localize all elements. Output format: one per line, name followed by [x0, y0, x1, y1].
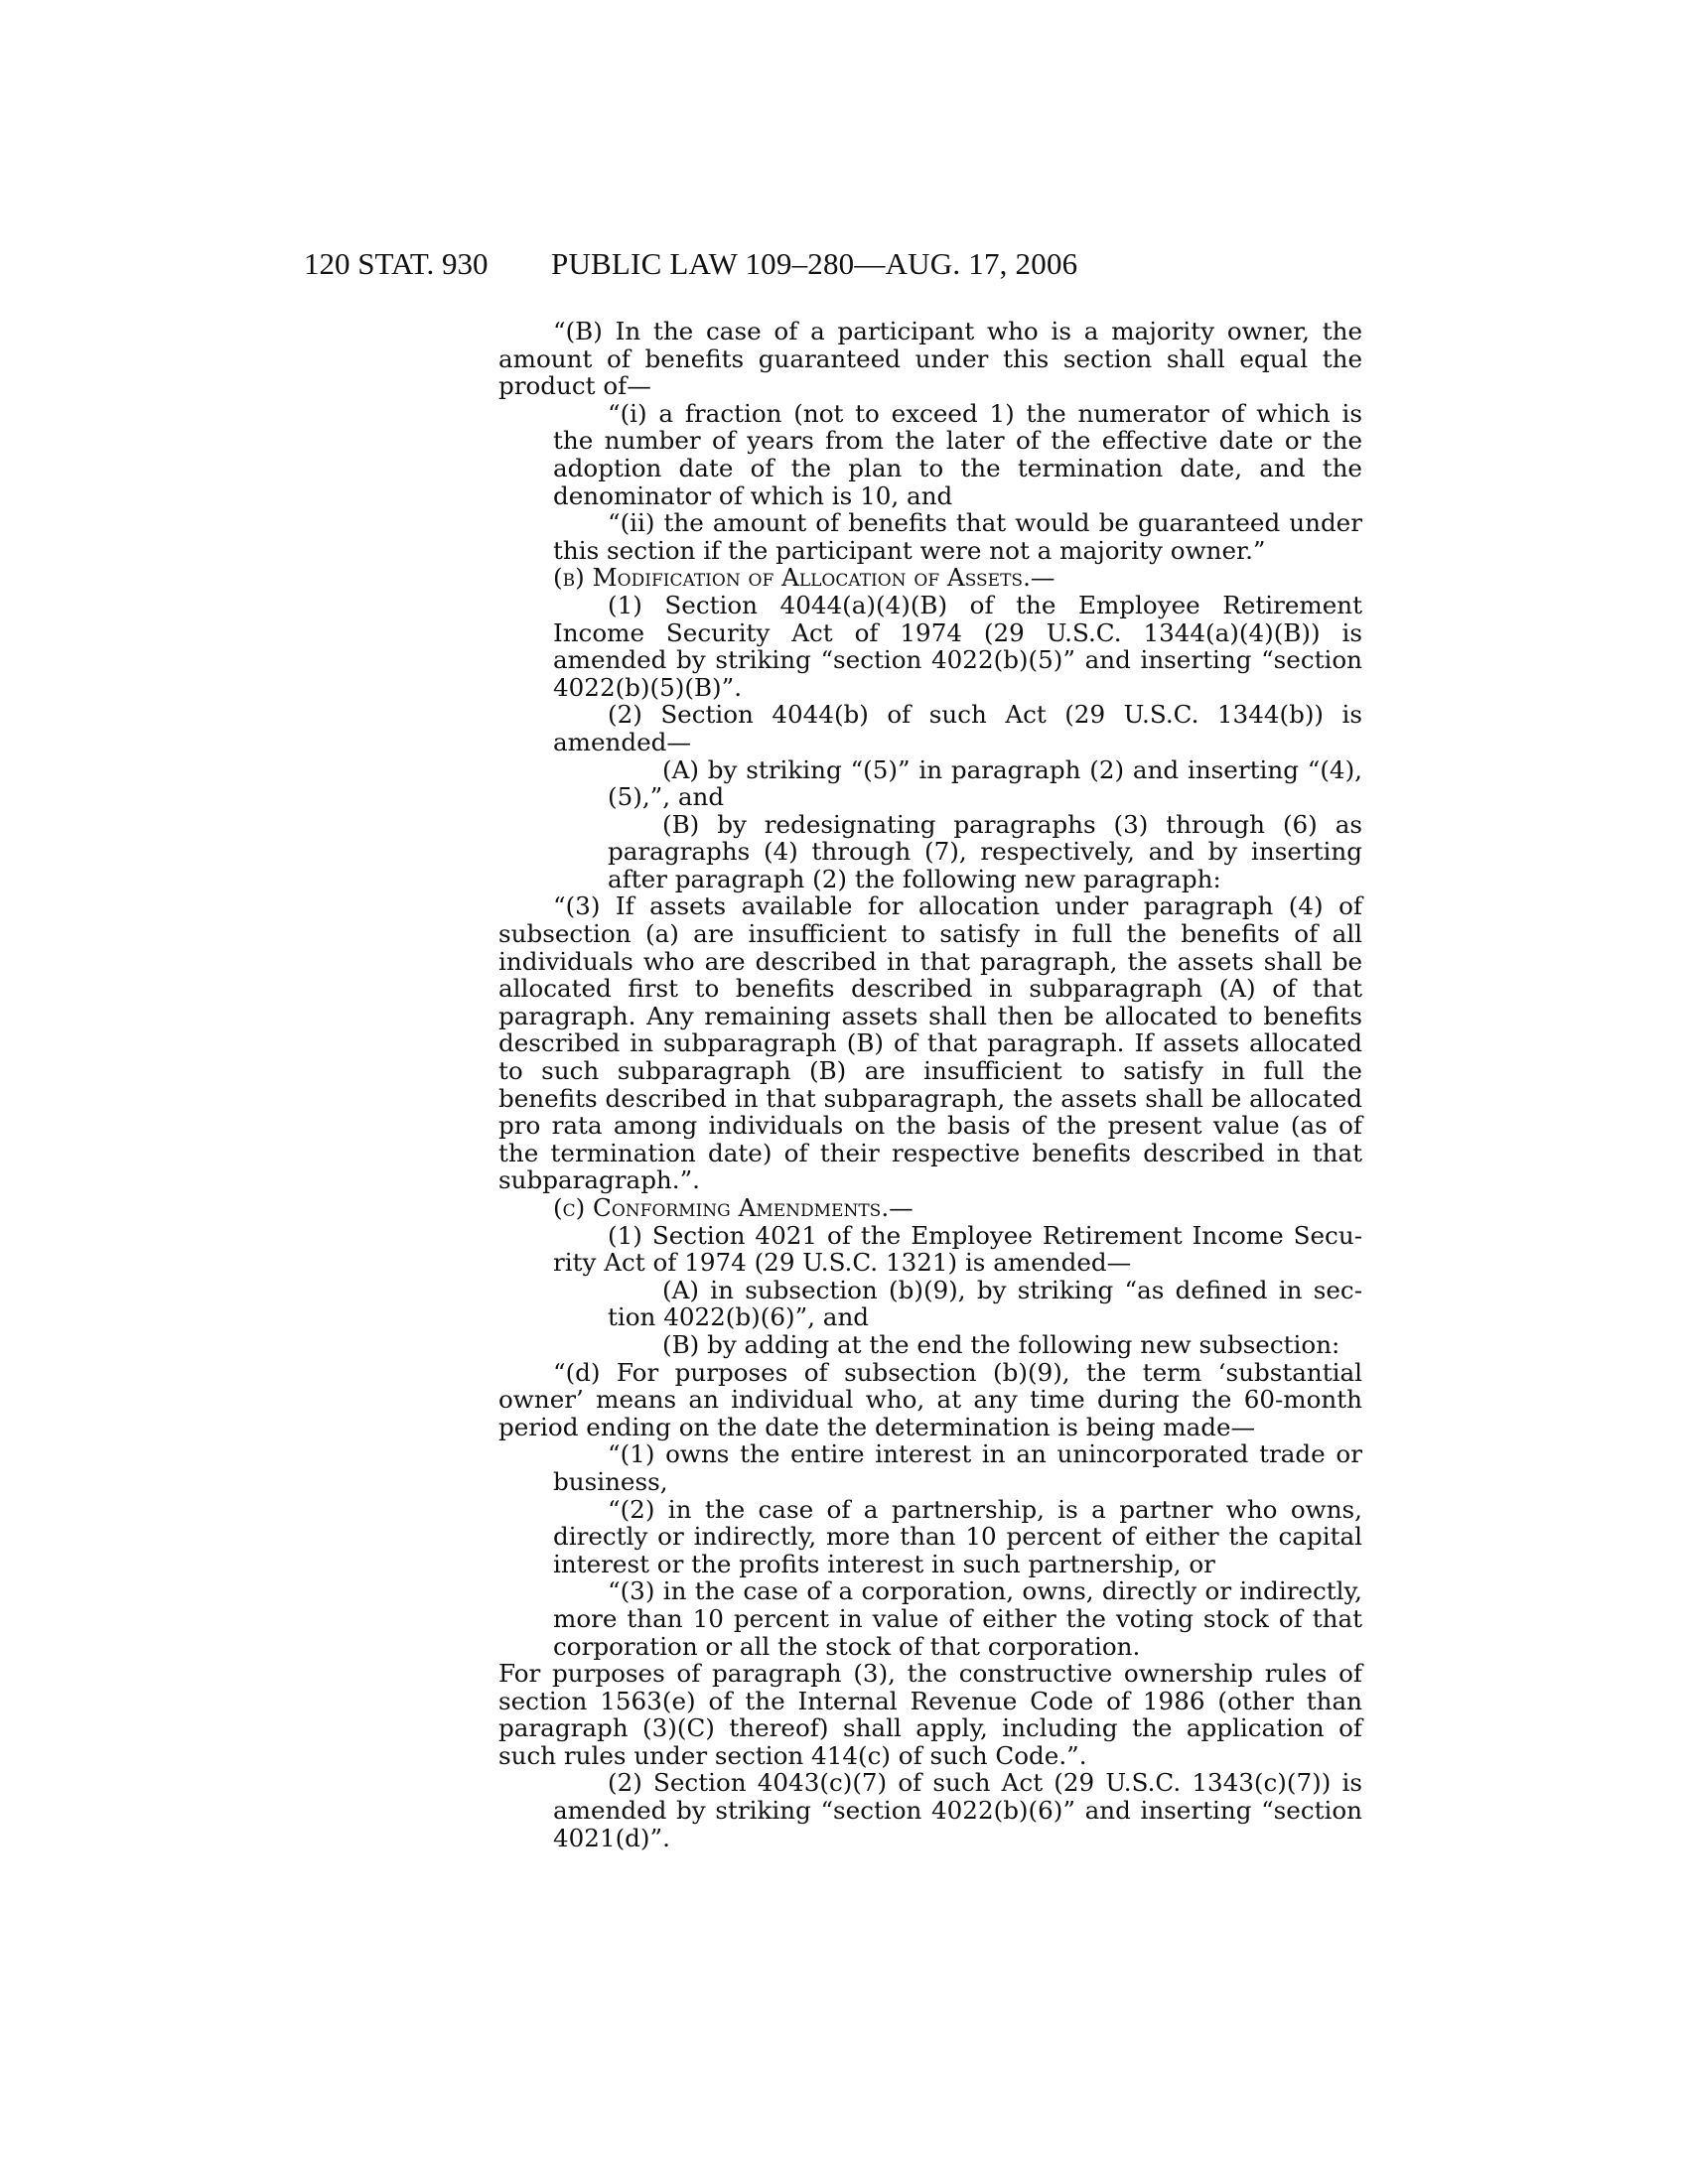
clause-ii-amount: “(ii) the amount of benefits that would be guaranteed under this section if the participant were not a majority owner.” — [553, 508, 1362, 565]
subparagraph-a-subsection-b9: (A) in subsection (b)(9), by striking “as defined in section 4022(b)(6)”, and — [608, 1275, 1362, 1332]
item-1-unincorporated: “(1) owns the entire interest in an unincorporated trade or business, — [553, 1439, 1362, 1496]
running-title: PUBLIC LAW 109–280—AUG. 17, 2006 — [551, 246, 1078, 281]
item-3-corporation: “(3) in the case of a corporation, owns, directly or indirectly, more than 10 percent in value of either the voting stock of that corporation or all the stock of that corporation. — [553, 1576, 1362, 1661]
stat-reference: 120 STAT. 930 — [304, 246, 489, 281]
paragraph-b-majority-owner: “(B) In the case of a participant who is a majority owner, the amount of benefits guaranteed under this section shall equal the product of— — [498, 317, 1362, 401]
paragraph-1-section-4021: (1) Section 4021 of the Employee Retirement Income Security Act of 1974 (29 U.S.C. 1321) is amended— — [553, 1220, 1362, 1278]
subsection-c-heading: (c) Conforming Amendments.— — [553, 1193, 914, 1222]
statute-text — [498, 318, 1362, 1851]
subsection-b-heading: (b) Modification of Allocation of Assets.— — [553, 563, 1055, 593]
page-header — [0, 246, 1688, 286]
clause-i-fraction: “(i) a fraction (not to exceed 1) the numerator of which is the number of years from the later of the effective date or the adoption date of the plan to the termination date, and the denominator of which is 10, and — [553, 398, 1362, 510]
paragraph-2-section-4043: (2) Section 4043(c)(7) of such Act (29 U.S.C. 1343(c)(7)) is amended by striking “section 4022(b)(6)” and inserting “section 4021(d)”. — [553, 1768, 1362, 1852]
paragraph-2-section-4044b: (2) Section 4044(b) of such Act (29 U.S.C. 1344(b)) is amended— — [553, 700, 1362, 756]
subparagraph-b-redesignating: (B) by redesignating paragraphs (3) through (6) as paragraphs (4) through (7), respectively, and by inserting after paragraph (2) the following new paragraph: — [608, 809, 1362, 893]
subparagraph-b-adding: (B) by adding at the end the following new subsection: — [662, 1329, 1340, 1359]
paragraph-1-section-4044a: (1) Section 4044(a)(4)(B) of the Employee Retirement Income Security Act of 1974 (29 U.S.C. 1344(a)(4)(B)) is amended by striking “section 4022(b)(5)” and inserting “section 4022(b)(5)(B)”. — [553, 590, 1362, 702]
flush-text-constructive-ownership: For purposes of paragraph (3), the constructive ownership rules of section 1563(e) of the Internal Revenue Code of 1986 (other than paragraph (3)(C) thereof) shall apply, including the application of such rules under section 414(c) of such Code.”. — [498, 1659, 1362, 1770]
new-paragraph-3: “(3) If assets available for allocation under paragraph (4) of subsection (a) are insufficient to satisfy in full the benefits of all individuals who are described in that paragraph, the assets shall be allocated first to benefits described in subparagraph (A) of that paragraph. Any remaining assets shall then be allocated to benefits described in subparagraph (B) of that paragraph. If assets allocated to such subparagraph (B) are insufficient to satisfy in full the benefits described in that subparagraph, the assets shall be allocated pro rata among individuals on the basis of the present value (as of the termination date) of their respective benefits described in that subparagraph.”. — [498, 891, 1362, 1195]
subparagraph-a-striking: (A) by striking “(5)” in paragraph (2) and inserting “(4), (5),”, and — [608, 754, 1362, 812]
item-2-partnership: “(2) in the case of a partnership, is a partner who owns, directly or indirectly, more than 10 percent of either the capital interest or the profits interest in such partnership, or — [553, 1494, 1362, 1578]
new-subsection-d: “(d) For purposes of subsection (b)(9), the term ‘substantial owner’ means an individual who, at any time during the 60-month period ending on the date the determination is being made— — [498, 1357, 1362, 1441]
